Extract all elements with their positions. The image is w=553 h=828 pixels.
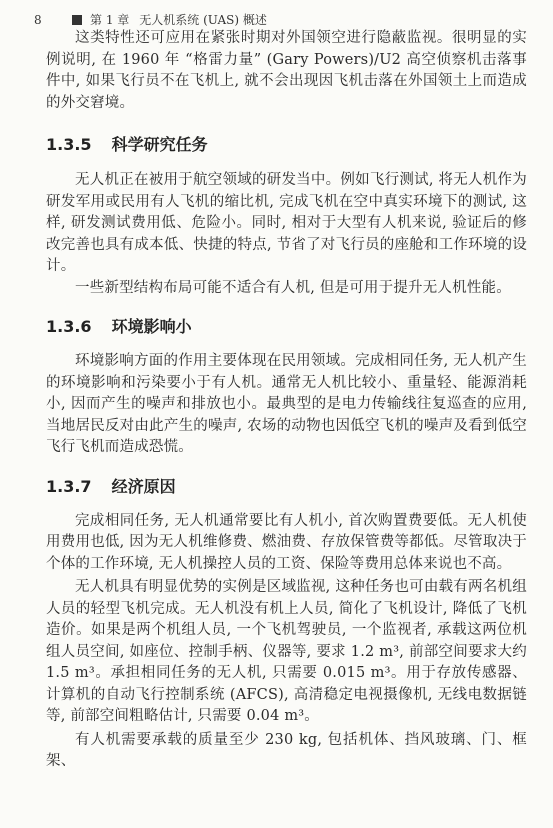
section-title: 经济原因 — [111, 476, 176, 496]
paragraph: 环境影响方面的作用主要体现在民用领域。完成相同任务, 无人机产生的环境影响和污染要小于有人机。通常无人机比较小、重量轻、能源消耗小, 因而产生的噪声和排放也小。最典型的是电力传输线往复巡查的应用, 当地居民反对由此产生的噪声, 农场的动物也因低空飞机的噪声及看到低空飞行飞机而造成恐慌。 — [46, 353, 527, 455]
chapter-title: 无人机系统 (UAS) 概述 — [139, 13, 267, 27]
page-number: 8 — [34, 12, 42, 27]
paragraph: 有人机需要承载的质量至少 230 kg, 包括机体、挡风玻璃、门、框架、 — [46, 731, 527, 769]
page-body — [46, 28, 527, 773]
paragraph: 一些新型结构布局可能不适合有人机, 但是可用于提升无人机性能。 — [75, 279, 511, 296]
section-number: 1.3.7 — [46, 476, 92, 496]
running-header — [34, 11, 267, 28]
section-heading — [46, 134, 527, 156]
chapter-label: 第 1 章 — [90, 13, 130, 27]
paragraph: 无人机具有明显优势的实例是区域监视, 这种任务也可由载有两名机组人员的轻型飞机完成。无人机没有机上人员, 简化了飞机设计, 降低了飞机造价。如果是两个机组人员, 一个飞机驾驶员, 一个监视者, 承载这两位机组人员空间, 如座位、控制手柄、仪器等, 要求 1.2 m³, 前部空间要求大约 1.5 m³。承担相同任务的无人机, 只需要 0.015 m³。用于存放传感器、计算机的自动飞行控制系统 (AFCS), 高清稳定电视摄像机, 无线电数据链等, 前部空间粗略估计, 只需要 0.04 m³。 — [46, 579, 527, 724]
section-title: 科学研究任务 — [111, 135, 208, 154]
section-heading — [46, 476, 527, 498]
section-number: 1.3.6 — [46, 317, 92, 336]
header-square-icon — [72, 15, 82, 25]
paragraph: 完成相同任务, 无人机通常要比有人机小, 首次购置费要低。无人机使用费用也低, 因为无人机维修费、燃油费、存放保管费等都低。尽管取决于个体的工作环境, 无人机操控人员的工资、保险等费用总体来说也不高。 — [46, 512, 527, 572]
section-title: 环境影响小 — [111, 317, 192, 336]
paragraph: 这类特性还可应用在紧张时期对外国领空进行隐蔽监视。很明显的实例说明, 在 1960 年 “格雷力量” (Gary Powers)/U2 高空侦察机击落事件中, 如果飞行员不在飞机上, 就不会出现因飞机击落在外国领土上而造成的外交窘境。 — [46, 30, 527, 111]
paragraph: 无人机正在被用于航空领域的研发当中。例如飞行测试, 将无人机作为研发军用或民用有人飞机的缩比机, 完成飞机在空中真实环境下的测试, 这样, 研发测试费用低、危险小。同时, 相对于大型有人机来说, 验证后的修改完善也具有成本低、快捷的特点, 节省了对飞行员的座舱和工作环境的设计。 — [46, 172, 527, 274]
section-heading — [46, 316, 527, 338]
section-number: 1.3.5 — [46, 135, 92, 154]
